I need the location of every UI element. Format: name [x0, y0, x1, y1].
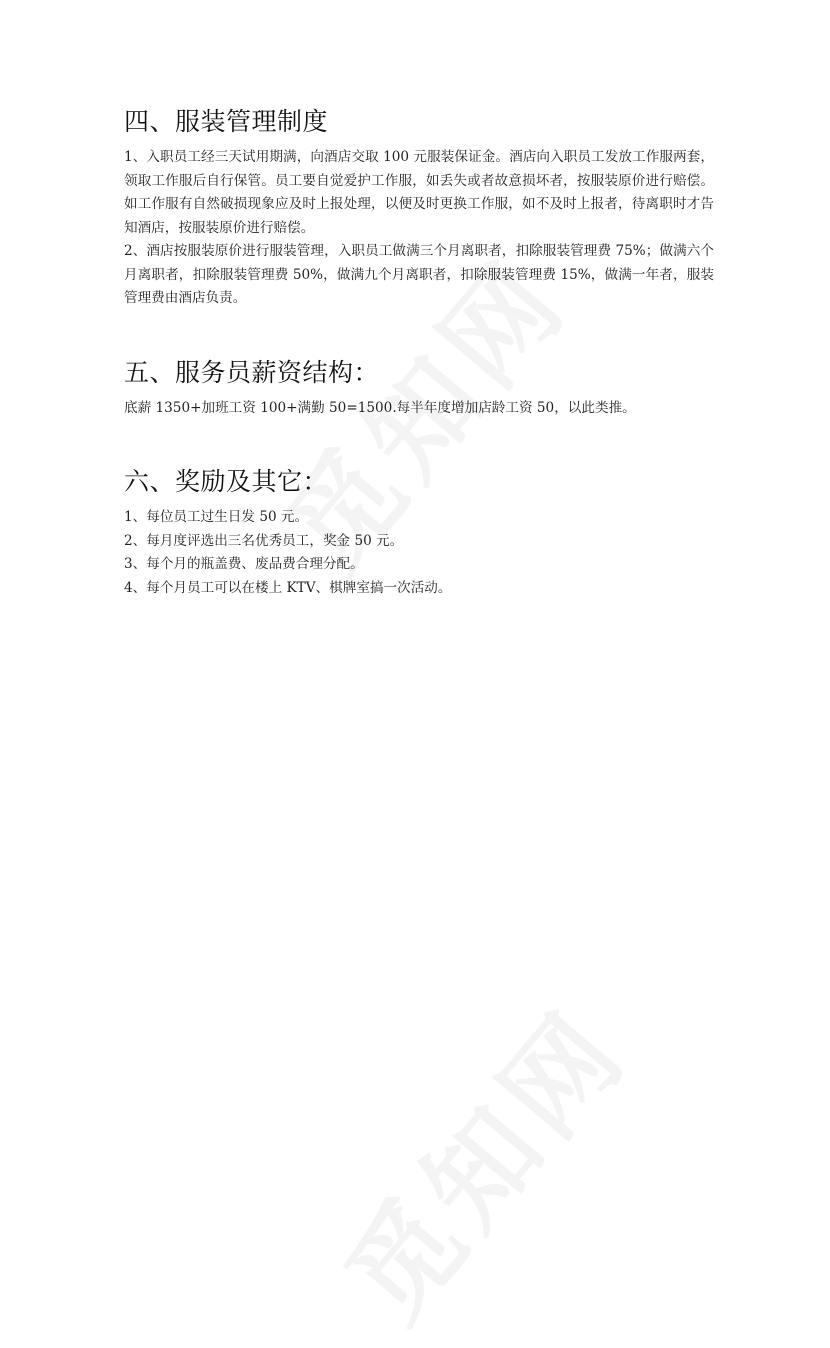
- list-item: 3、每个月的瓶盖费、废品费合理分配。: [124, 556, 364, 572]
- section-rewards-other: [124, 464, 714, 600]
- document-body: [124, 104, 714, 600]
- section-clothing-management: [124, 104, 714, 311]
- watermark-bottom: [304, 970, 656, 1347]
- list-item: 1、每位员工过生日发 50 元。: [124, 509, 309, 525]
- section-heading: 四、服装管理制度: [124, 107, 329, 136]
- paragraph: 底薪 1350+加班工资 100+满勤 50=1500.每半年度增加店龄工资 50，以此类推。: [124, 399, 636, 416]
- section-heading: 六、奖励及其它：: [124, 467, 329, 496]
- paragraph: 1、入职员工经三天试用期满，向酒店交取 100 元服装保证金。酒店向入职员工发放工作服两套，领取工作服后自行保管。员工要自觉爱护工作服，如丢失或者故意损坏者，按服装原价进行赔偿。如工作服有自然破损现象应及时上报处理，以便及时更换工作服，如不及时上报者，待离职时才告知酒店，按服装原价进行赔偿。: [124, 149, 714, 236]
- list-item: 4、每个月员工可以在楼上 KTV、棋牌室搞一次活动。: [124, 579, 452, 596]
- list-item: 2、每月度评选出三名优秀员工，奖金 50 元。: [124, 532, 404, 549]
- section-salary-structure: [124, 355, 714, 421]
- paragraph: 2、酒店按服装原价进行服装管理，入职员工做满三个月离职者，扣除服装管理费 75%；做满六个月离职者，扣除服装管理费 50%，做满九个月离职者，扣除服装管理费 15%，做满一年者，服装管理费由酒店负责。: [124, 243, 714, 306]
- section-heading: 五、服务员薪资结构：: [124, 357, 380, 387]
